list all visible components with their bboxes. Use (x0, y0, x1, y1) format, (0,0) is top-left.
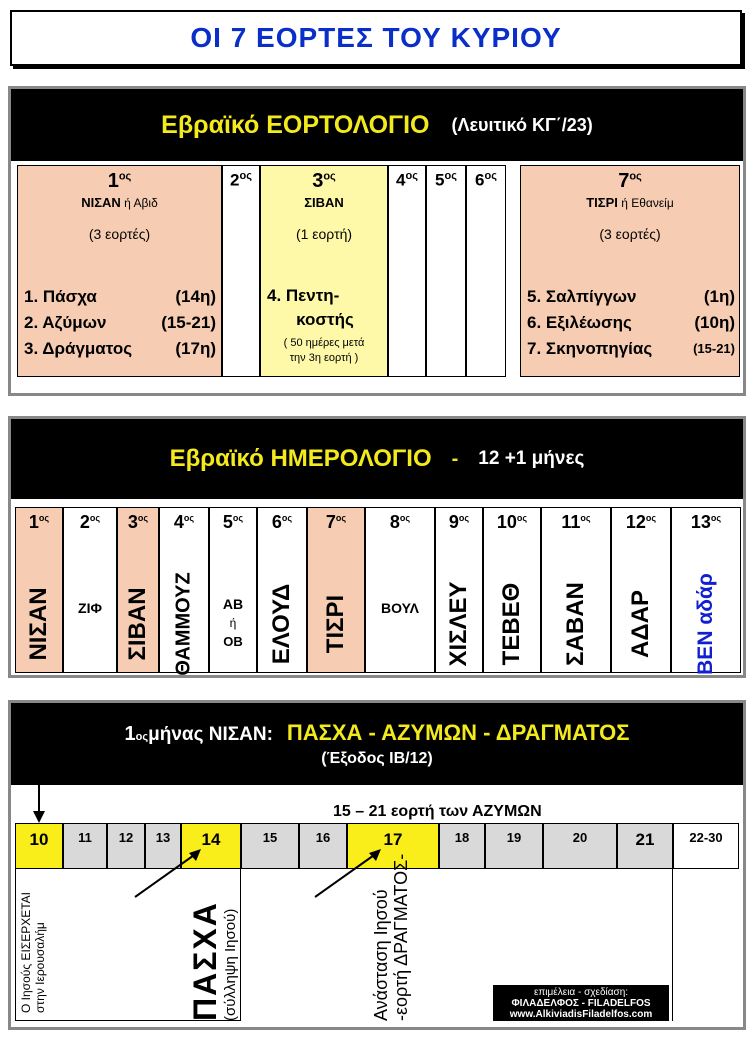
month-number: 6 (271, 512, 282, 532)
nisan-header (11, 703, 743, 785)
month-4-feasts (388, 165, 426, 377)
feast-exilewsis: 6. Εξιλέωσης (527, 313, 632, 332)
feast-dragmatos-date: (17η) (175, 339, 216, 358)
month-1-alt: ή Αβιδ (120, 196, 158, 210)
month-suffix: ος (281, 513, 293, 523)
month-2-feasts (222, 165, 260, 377)
jesus-enters-line2: στην Ιερουσαλήμ (33, 922, 47, 1013)
pascha-label (187, 901, 239, 1021)
feast-dragmatos: 3. Δράγματος (24, 339, 133, 358)
month-name: ΣΑΒΑΝ (562, 582, 589, 666)
feast-skinopigia: 7. Σκηνοπηγίας (527, 339, 653, 358)
hebrew-calendar (8, 416, 746, 678)
month-name: ΖΙΦ (78, 600, 102, 616)
month-column-10 (483, 507, 541, 673)
month-7-number: 7 (618, 170, 630, 192)
month-suffix: ος (516, 513, 528, 523)
month-7-ordinal (308, 512, 364, 533)
month-5-ordinal (210, 512, 256, 533)
day-cell-17: 17 (347, 823, 439, 869)
feast-skinopigia-date: (15-21) (693, 341, 735, 356)
arrow-pascha-icon (131, 843, 211, 903)
month-name: ΝΙΣΑΝ (25, 587, 52, 661)
feast-exilewsis-date: (10η) (694, 313, 735, 332)
feast-salpiggon-date: (1η) (703, 287, 735, 306)
credit-line2: ΦΙΛΑΔΕΛΦΟΣ - FILADELFOS (511, 998, 651, 1009)
day-cell-10: 10 (15, 823, 63, 869)
arrow-down-icon (29, 785, 49, 825)
month-7-count: (3 εορτές) (599, 226, 661, 242)
month-column-12 (611, 507, 671, 673)
month-number: 12 (625, 512, 646, 532)
month-7-alt: ή Εθανείμ (617, 196, 674, 210)
month-column-13 (671, 507, 741, 673)
month-number: 8 (389, 512, 400, 532)
nisan-section (8, 700, 746, 1030)
month-number: 1 (28, 512, 39, 532)
day-cell-19: 19 (485, 823, 543, 869)
month-suffix: ος (89, 513, 101, 523)
month-12-ordinal (612, 512, 670, 533)
month-3-number: 3 (312, 170, 324, 192)
month-name: ΒΕΝ αδάρ (694, 573, 717, 675)
month-1-number: 1 (107, 170, 119, 192)
jesus-enters (19, 892, 47, 1013)
month-2-ordinal (64, 512, 116, 533)
day-cell-21: 21 (617, 823, 673, 869)
month-3-feast-list (267, 284, 383, 332)
month-4-ordinal (160, 512, 208, 533)
month-column-3 (117, 507, 159, 673)
pentecost-note-line1: ( 50 ημέρες μετά (283, 337, 365, 349)
month-3-suffix: ος (323, 170, 336, 183)
month-1-count: (3 εορτές) (88, 226, 151, 242)
month-suffix: ος (710, 513, 722, 523)
month-column-5 (209, 507, 257, 673)
feast-calendar-reference: (Λευιτικό ΚΓ΄/23) (451, 114, 593, 135)
month-11-ordinal (542, 512, 610, 533)
month-6-number: 6 (475, 170, 485, 190)
nisan-heading-feasts: ΠΑΣΧΑ - ΑΖΥΜΩΝ - ΔΡΑΓΜΑΤΟΣ (286, 720, 630, 745)
month-name: ΑΔΑΡ (627, 590, 654, 658)
month-3-count: (1 εορτή) (295, 226, 353, 242)
credit-line3[interactable]: www.AlkiviadisFiladelfos.com (509, 1009, 653, 1020)
feast-pascha-date: (14η) (175, 287, 216, 306)
day-cell-13: 13 (145, 823, 181, 869)
day-cell-16: 16 (299, 823, 347, 869)
month-1-feasts (17, 165, 222, 377)
nisan-heading-pre: μήνας ΝΙΣΑΝ: (148, 724, 273, 745)
month-number: 13 (690, 512, 711, 532)
day-cell-15: 15 (241, 823, 299, 869)
feast-azymon: 2. Αζύμων (24, 313, 107, 332)
hebrew-calendar-dash: - (451, 447, 459, 470)
pascha-arrest: (σύλληψη Ιησού) (222, 908, 239, 1021)
feast-calendar-title: Εβραϊκό ΕΟΡΤΟΛΟΓΙΟ (161, 110, 430, 139)
nisan-heading-number: 1 (124, 723, 136, 745)
month-6-suffix: ος (484, 170, 497, 182)
month-5-number: 5 (435, 170, 445, 190)
feast-calendar (8, 86, 746, 396)
month-column-7 (307, 507, 365, 673)
month-name: ΤΙΣΡΙ (322, 594, 349, 654)
day-cell-20: 20 (543, 823, 617, 869)
month-number: 2 (79, 512, 90, 532)
month-1-ordinal (16, 512, 62, 533)
month-name: ΧΙΣΛΕΥ (445, 581, 472, 667)
month-column-8 (365, 507, 435, 673)
month-13-ordinal (672, 512, 740, 533)
month-4-suffix: ος (405, 170, 418, 182)
day-cell-14: 14 (181, 823, 241, 869)
month-3-ordinal (118, 512, 158, 533)
nisan-reference: (Έξοδος ΙΒ/12) (321, 750, 433, 767)
month-suffix: ος (38, 513, 50, 523)
month-alt2: ΟΒ (223, 634, 243, 649)
month-number: 7 (325, 512, 336, 532)
month-8-ordinal (366, 512, 434, 533)
month-number: 4 (173, 512, 184, 532)
feast-pentecost: 4. Πεντη- (267, 286, 340, 305)
month-suffix: ος (580, 513, 591, 523)
month-column-11 (541, 507, 611, 673)
month-suffix: ος (399, 513, 411, 523)
pentecost-note (261, 336, 387, 366)
day-cell-18: 18 (439, 823, 485, 869)
month-column-9 (435, 507, 483, 673)
month-name: ΘΑΜΜΟΥΖ (172, 572, 195, 676)
hebrew-calendar-header (11, 419, 743, 499)
month-column-2 (63, 507, 117, 673)
month-suffix: ος (137, 513, 149, 523)
month-number: 5 (222, 512, 233, 532)
feast-pascha: 1. Πάσχα (24, 287, 97, 306)
month-7-feasts (520, 165, 740, 377)
month-number: 9 (448, 512, 459, 532)
month-suffix: ος (232, 513, 244, 523)
feast-pentecost-cont: κοστής (296, 310, 354, 329)
resurrection-line2: -εορτή ΔΡΑΓΜΑΤΟΣ- (391, 853, 411, 1021)
month-alt: ή (229, 616, 237, 630)
month-7-feast-list (527, 284, 735, 362)
month-1-name: ΝΙΣΑΝ (81, 195, 121, 210)
jesus-enters-line1: Ο Ιησούς ΕΙΣΕΡΧΕΤΑΙ (19, 892, 33, 1013)
day-cell-22-30: 22-30 (673, 823, 739, 869)
hebrew-calendar-count: 12 +1 μήνες (478, 448, 585, 469)
credit-line1: επιμέλεια - σχεδίαση: (533, 987, 629, 998)
month-10-ordinal (484, 512, 540, 533)
month-number: 10 (496, 512, 517, 532)
month-7-name: ΤΙΣΡΙ (586, 195, 618, 210)
nisan-heading-suffix: ος (135, 731, 149, 743)
month-number: 3 (127, 512, 138, 532)
feast-salpiggon: 5. Σαλπίγγων (527, 287, 637, 306)
month-number: 11 (561, 512, 581, 532)
month-name: ΕΛΟΥΔ (268, 583, 295, 665)
month-2-suffix: ος (239, 170, 252, 182)
month-name: ΑΒ (222, 596, 244, 612)
month-suffix: ος (183, 513, 195, 523)
month-suffix: ος (458, 513, 470, 523)
month-name: ΤΕΒΕΘ (498, 582, 525, 666)
pentecost-note-line2: την 3η εορτή ) (289, 352, 359, 364)
month-1-feast-list (24, 284, 216, 362)
month-6-ordinal (258, 512, 306, 533)
resurrection-line1: Ανάσταση Ιησού (371, 889, 391, 1021)
day-cell-12: 12 (107, 823, 145, 869)
month-suffix: ος (645, 513, 657, 523)
month-4-number: 4 (396, 170, 406, 190)
hebrew-calendar-title: Εβραϊκό ΗΜΕΡΟΛΟΓΙΟ (169, 445, 432, 472)
month-2-number: 2 (230, 170, 240, 190)
credit-box (493, 985, 669, 1021)
feast-calendar-header (11, 89, 743, 161)
pascha-title: ΠΑΣΧΑ (187, 901, 223, 1021)
month-6-feasts (466, 165, 506, 377)
month-5-feasts (426, 165, 466, 377)
page-title: ΟΙ 7 ΕΟΡΤΕΣ ΤΟΥ ΚΥΡΙΟΥ (190, 22, 562, 53)
month-column-6 (257, 507, 307, 673)
page-title-box (10, 10, 742, 66)
month-9-ordinal (436, 512, 482, 533)
month-7-suffix: ος (629, 170, 642, 183)
month-name: ΣΙΒΑΝ (124, 587, 151, 661)
month-1-suffix: ος (118, 170, 132, 183)
arrow-resurrection-icon (311, 843, 391, 903)
month-column-1 (15, 507, 63, 673)
feast-azymon-date: (15-21) (161, 313, 216, 332)
azymon-label: 15 – 21 εορτή των ΑΖΥΜΩΝ (333, 803, 542, 820)
month-name: ΒΟΥΛ (380, 600, 419, 616)
day-cell-11: 11 (63, 823, 107, 869)
month-5-suffix: ος (444, 170, 457, 182)
month-column-4 (159, 507, 209, 676)
month-3-feasts (260, 165, 388, 377)
month-suffix: ος (335, 513, 347, 523)
month-3-name: ΣΙΒΑΝ (304, 195, 344, 210)
